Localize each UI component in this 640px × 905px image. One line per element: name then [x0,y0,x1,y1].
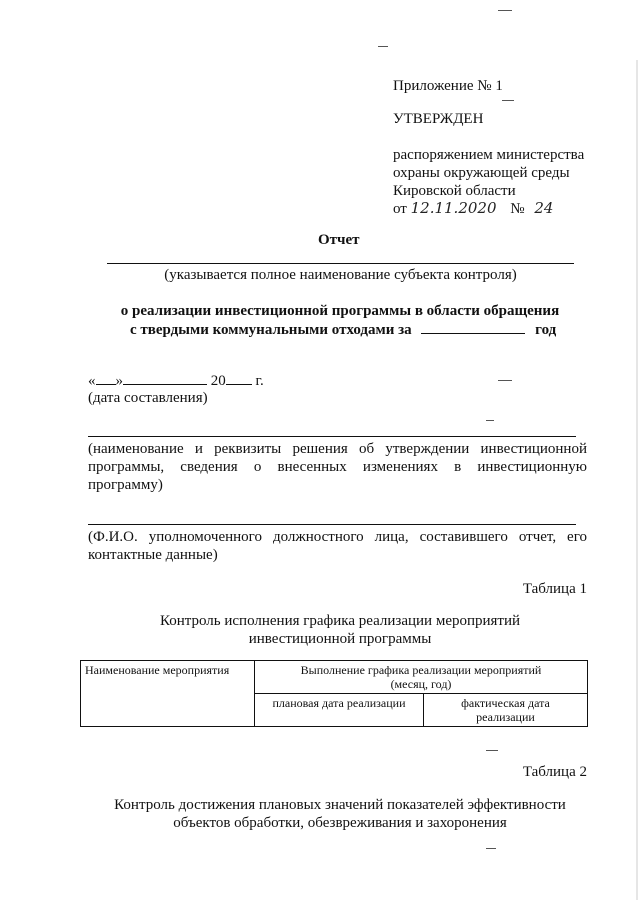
year-short-blank [226,371,252,385]
open-quote: « [88,373,96,389]
number-prefix: № [510,201,525,217]
scan-mark [498,10,512,11]
compilation-date-caption: (дата составления) [88,390,208,406]
scan-mark [378,46,388,47]
official-line [88,524,576,525]
table-2-title-line-1: Контроль достижения плановых значений показателей эффективности [114,797,566,813]
table-2-title-line-2: объектов обработки, обезвреживания и захоронения [173,815,507,831]
table-1-label: Таблица 1 [522,581,587,597]
table-1-sub-planned-label: плановая дата реализации [272,696,406,710]
scan-mark [502,100,514,101]
report-heading-line-1: о реализации инвестиционной программы в области обращения [120,303,560,319]
scan-mark [486,750,498,751]
approved-label: УТВЕРЖДЕН [393,111,484,127]
year-blank [421,320,525,334]
scan-edge [636,60,638,900]
table-1-title-line-1: Контроль исполнения графика реализации мероприятий [159,613,521,629]
scan-mark [498,380,512,381]
year-suffix: г. [255,373,264,389]
table-1-col-group-line-1: Выполнение графика реализации мероприятий [300,663,542,677]
report-heading-line-2 [130,320,556,339]
decision-caption: (наименование и реквизиты решения об утверждении инвестиционной программы, сведения о внесенных изменениях в инвестиционную программу) [88,441,587,493]
scan-mark [486,848,496,849]
heading-line-2-suffix: год [535,322,557,338]
approval-date-row [393,199,553,218]
table-1-header-row [81,661,588,694]
decision-line [88,436,576,437]
year-prefix: 20 [210,373,226,389]
appendix-label: Приложение № 1 [393,78,503,94]
approved-by-line-2: охраны окружающей среды [393,165,570,181]
official-caption: (Ф.И.О. уполномоченного должностного лица, составившего отчет, его контактные данные) [88,529,587,563]
table-1-col-group [255,661,588,694]
table-1-col-name-label: Наименование мероприятия [85,663,230,677]
table-1-sub-actual [424,694,588,727]
table-2-label: Таблица 2 [522,764,587,780]
approved-by-line-1: распоряжением министерства [393,147,585,163]
subject-caption: (указывается полное наименование субъекта контроля) [164,267,517,283]
close-quote: » [115,373,123,389]
compilation-date-row [88,371,264,390]
day-blank [96,371,116,385]
table-1-sub-planned [255,694,424,727]
approved-by-line-3: Кировской области [393,183,516,199]
handwritten-number: 24 [534,199,554,217]
handwritten-date: 12.11.2020 [410,199,497,217]
month-blank [123,371,207,385]
table-1-sub-actual-line-2: реализации [476,710,535,724]
table-1-title-line-2: инвестиционной программы [248,631,432,647]
scan-mark [486,420,494,421]
report-title: Отчет [318,232,360,248]
table-1-sub-actual-line-1: фактическая дата [461,696,550,710]
date-prefix: от [393,201,407,217]
heading-line-2-prefix: с твердыми коммунальными отходами за [130,322,412,338]
table-1 [80,660,588,727]
subject-name-line [107,263,574,264]
table-1-col-name [81,661,255,727]
table-1-col-group-line-2: (месяц, год) [390,677,452,691]
